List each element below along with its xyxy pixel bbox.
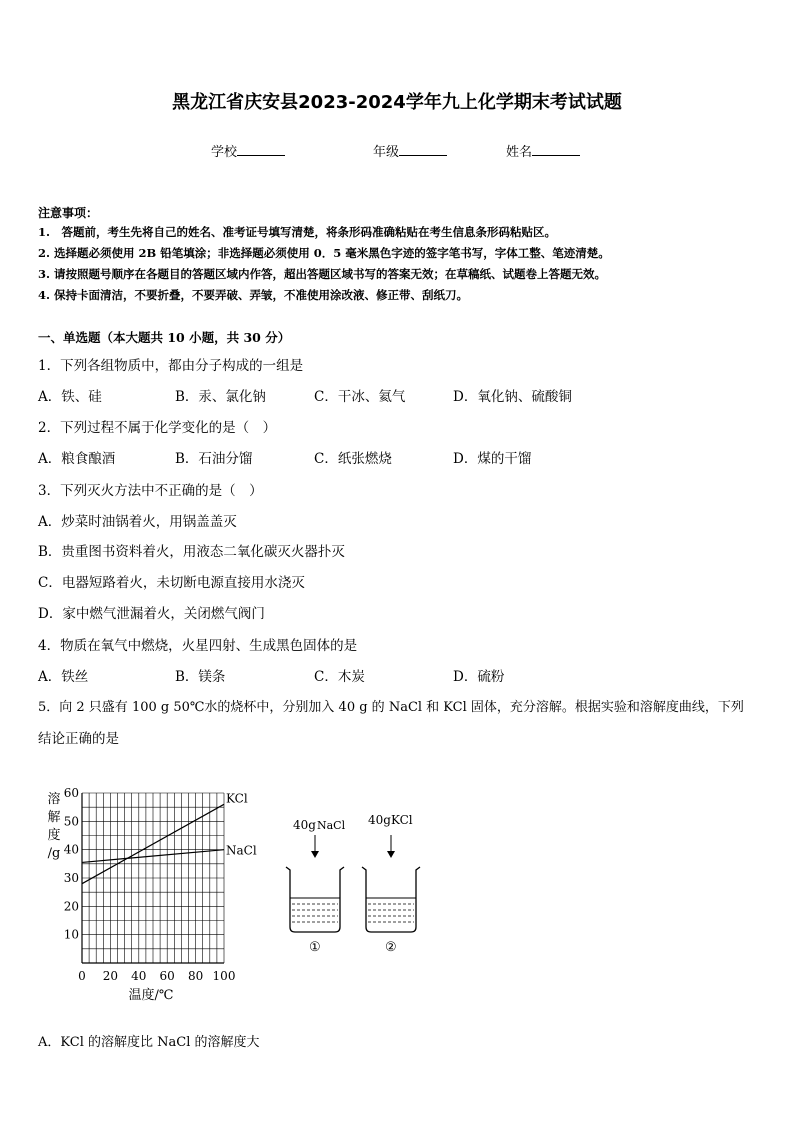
chart-grid xyxy=(82,793,224,963)
x-tick-label: 40 xyxy=(131,969,147,983)
solubility-chart xyxy=(30,780,270,1010)
question-5-option-a[interactable]: A．KCl 的溶解度比 NaCl 的溶解度大 xyxy=(38,1035,260,1050)
notice-item: 4. 保持卡面清洁，不要折叠，不要弄破、弄皱，不准使用涂改液、修正带、刮纸刀。 xyxy=(38,288,469,302)
beaker-diagram xyxy=(280,800,430,960)
question-2-option-b[interactable]: B．石油分馏 xyxy=(175,451,253,467)
question-4-stem: 4．物质在氧气中燃烧，火星四射、生成黑色固体的是 xyxy=(38,638,358,654)
series-label-nacl: NaCl xyxy=(226,843,257,858)
question-4-option-c[interactable]: C．木炭 xyxy=(314,669,365,685)
y-tick-label: 50 xyxy=(63,814,79,829)
beaker-2-liquid xyxy=(368,904,414,922)
notice-heading: 注意事项： xyxy=(38,206,99,220)
school-label: 学校 xyxy=(211,145,238,160)
beaker-1-number: ① xyxy=(309,940,321,955)
question-3-option-a[interactable]: A．炒菜时油锅着火，用锅盖盖灭 xyxy=(38,514,237,530)
x-axis-label: 温度/℃ xyxy=(128,988,174,1003)
y-tick-label: 40 xyxy=(63,842,79,857)
notice-item: 1. 答题前，考生先将自己的姓名、准考证号填写清楚，将条形码准确粘贴在考生信息条形码粘贴区。 xyxy=(38,225,556,239)
school-blank[interactable] xyxy=(237,143,285,156)
x-tick-label: 20 xyxy=(102,969,119,983)
question-3-option-c[interactable]: C．电器短路着火，未切断电源直接用水浇灭 xyxy=(38,575,305,591)
question-1-option-b[interactable]: B．汞、氯化钠 xyxy=(175,389,266,405)
arrow-head-icon xyxy=(311,851,319,858)
y-axis-label: 度 xyxy=(47,828,61,843)
y-tick-label: 30 xyxy=(63,871,79,885)
question-2-stem: 2．下列过程不属于化学变化的是（ ） xyxy=(38,420,277,436)
school-field xyxy=(211,141,285,160)
question-4-option-a[interactable]: A．铁丝 xyxy=(38,669,89,685)
page-title: 黑龙江省庆安县2023-2024学年九上化学期末考试试题 xyxy=(172,92,622,113)
chart-labels xyxy=(47,786,256,1003)
beaker-1-liquid xyxy=(292,904,338,922)
question-3-stem: 3．下列灭火方法中不正确的是（ ） xyxy=(38,483,263,499)
x-tick-label: 60 xyxy=(159,969,175,983)
question-5-stem-line-1: 5．向 2 只盛有 100 g 50℃水的烧杯中，分别加入 40 g 的 NaCl 和 KCl 固体，充分溶解。根据实验和溶解度曲线，下列 xyxy=(38,700,744,715)
y-tick-label: 60 xyxy=(63,786,79,800)
grade-blank[interactable] xyxy=(399,143,447,156)
question-1-option-a[interactable]: A．铁、硅 xyxy=(38,389,102,405)
x-tick-label: 0 xyxy=(78,969,86,983)
question-5-stem-line-2: 结论正确的是 xyxy=(38,731,119,747)
question-2-option-d[interactable]: D．煤的干馏 xyxy=(453,451,532,467)
notice-item: 2. 选择题必须使用 2B 铅笔填涂；非选择题必须使用 0．5 毫米黑色字迹的签字笔书写，字体工整、笔迹清楚。 xyxy=(38,246,610,260)
question-3-option-d[interactable]: D．家中燃气泄漏着火，关闭燃气阀门 xyxy=(38,606,265,622)
y-tick-label: 10 xyxy=(63,927,79,942)
question-4-option-d[interactable]: D．硫粉 xyxy=(453,669,505,685)
y-axis-label: 溶 xyxy=(47,792,61,807)
y-axis-label: /g xyxy=(47,846,61,861)
grade-field xyxy=(373,141,447,160)
name-field xyxy=(506,141,580,160)
question-1-stem: 1．下列各组物质中，都由分子构成的一组是 xyxy=(38,358,304,374)
section-heading: 一、单选题（本大题共 10 小题，共 30 分） xyxy=(38,330,291,345)
arrow-head-icon xyxy=(387,851,395,858)
beaker-2-number: ② xyxy=(385,940,397,955)
notice-item: 3. 请按照题号顺序在各题目的答题区域内作答，超出答题区域书写的答案无效；在草稿纸、试题卷上答题无效。 xyxy=(38,267,607,281)
y-tick-label: 20 xyxy=(63,899,79,914)
question-1-option-d[interactable]: D．氧化钠、硫酸铜 xyxy=(453,389,572,405)
x-tick-label: 80 xyxy=(187,969,204,983)
question-2-option-a[interactable]: A．粮食酿酒 xyxy=(38,451,116,467)
beaker-1-label-substance: NaCl xyxy=(317,819,346,832)
question-2-option-c[interactable]: C．纸张燃烧 xyxy=(314,451,392,467)
question-1-option-c[interactable]: C．干冰、氦气 xyxy=(314,389,406,405)
beaker-2 xyxy=(362,813,420,955)
grade-label: 年级 xyxy=(373,145,400,160)
name-label: 姓名 xyxy=(506,145,533,160)
y-axis-label: 解 xyxy=(47,810,61,825)
name-blank[interactable] xyxy=(532,143,580,156)
beaker-2-label: 40gKCl xyxy=(368,813,413,827)
x-tick-label: 100 xyxy=(212,969,236,983)
series-label-kcl: KCl xyxy=(226,791,248,806)
question-3-option-b[interactable]: B．贵重图书资料着火，用液态二氧化碳灭火器扑灭 xyxy=(38,544,345,560)
beaker-1-label-amount: 40g xyxy=(293,818,316,832)
question-4-option-b[interactable]: B．镁条 xyxy=(175,669,226,685)
beaker-1 xyxy=(286,818,346,955)
